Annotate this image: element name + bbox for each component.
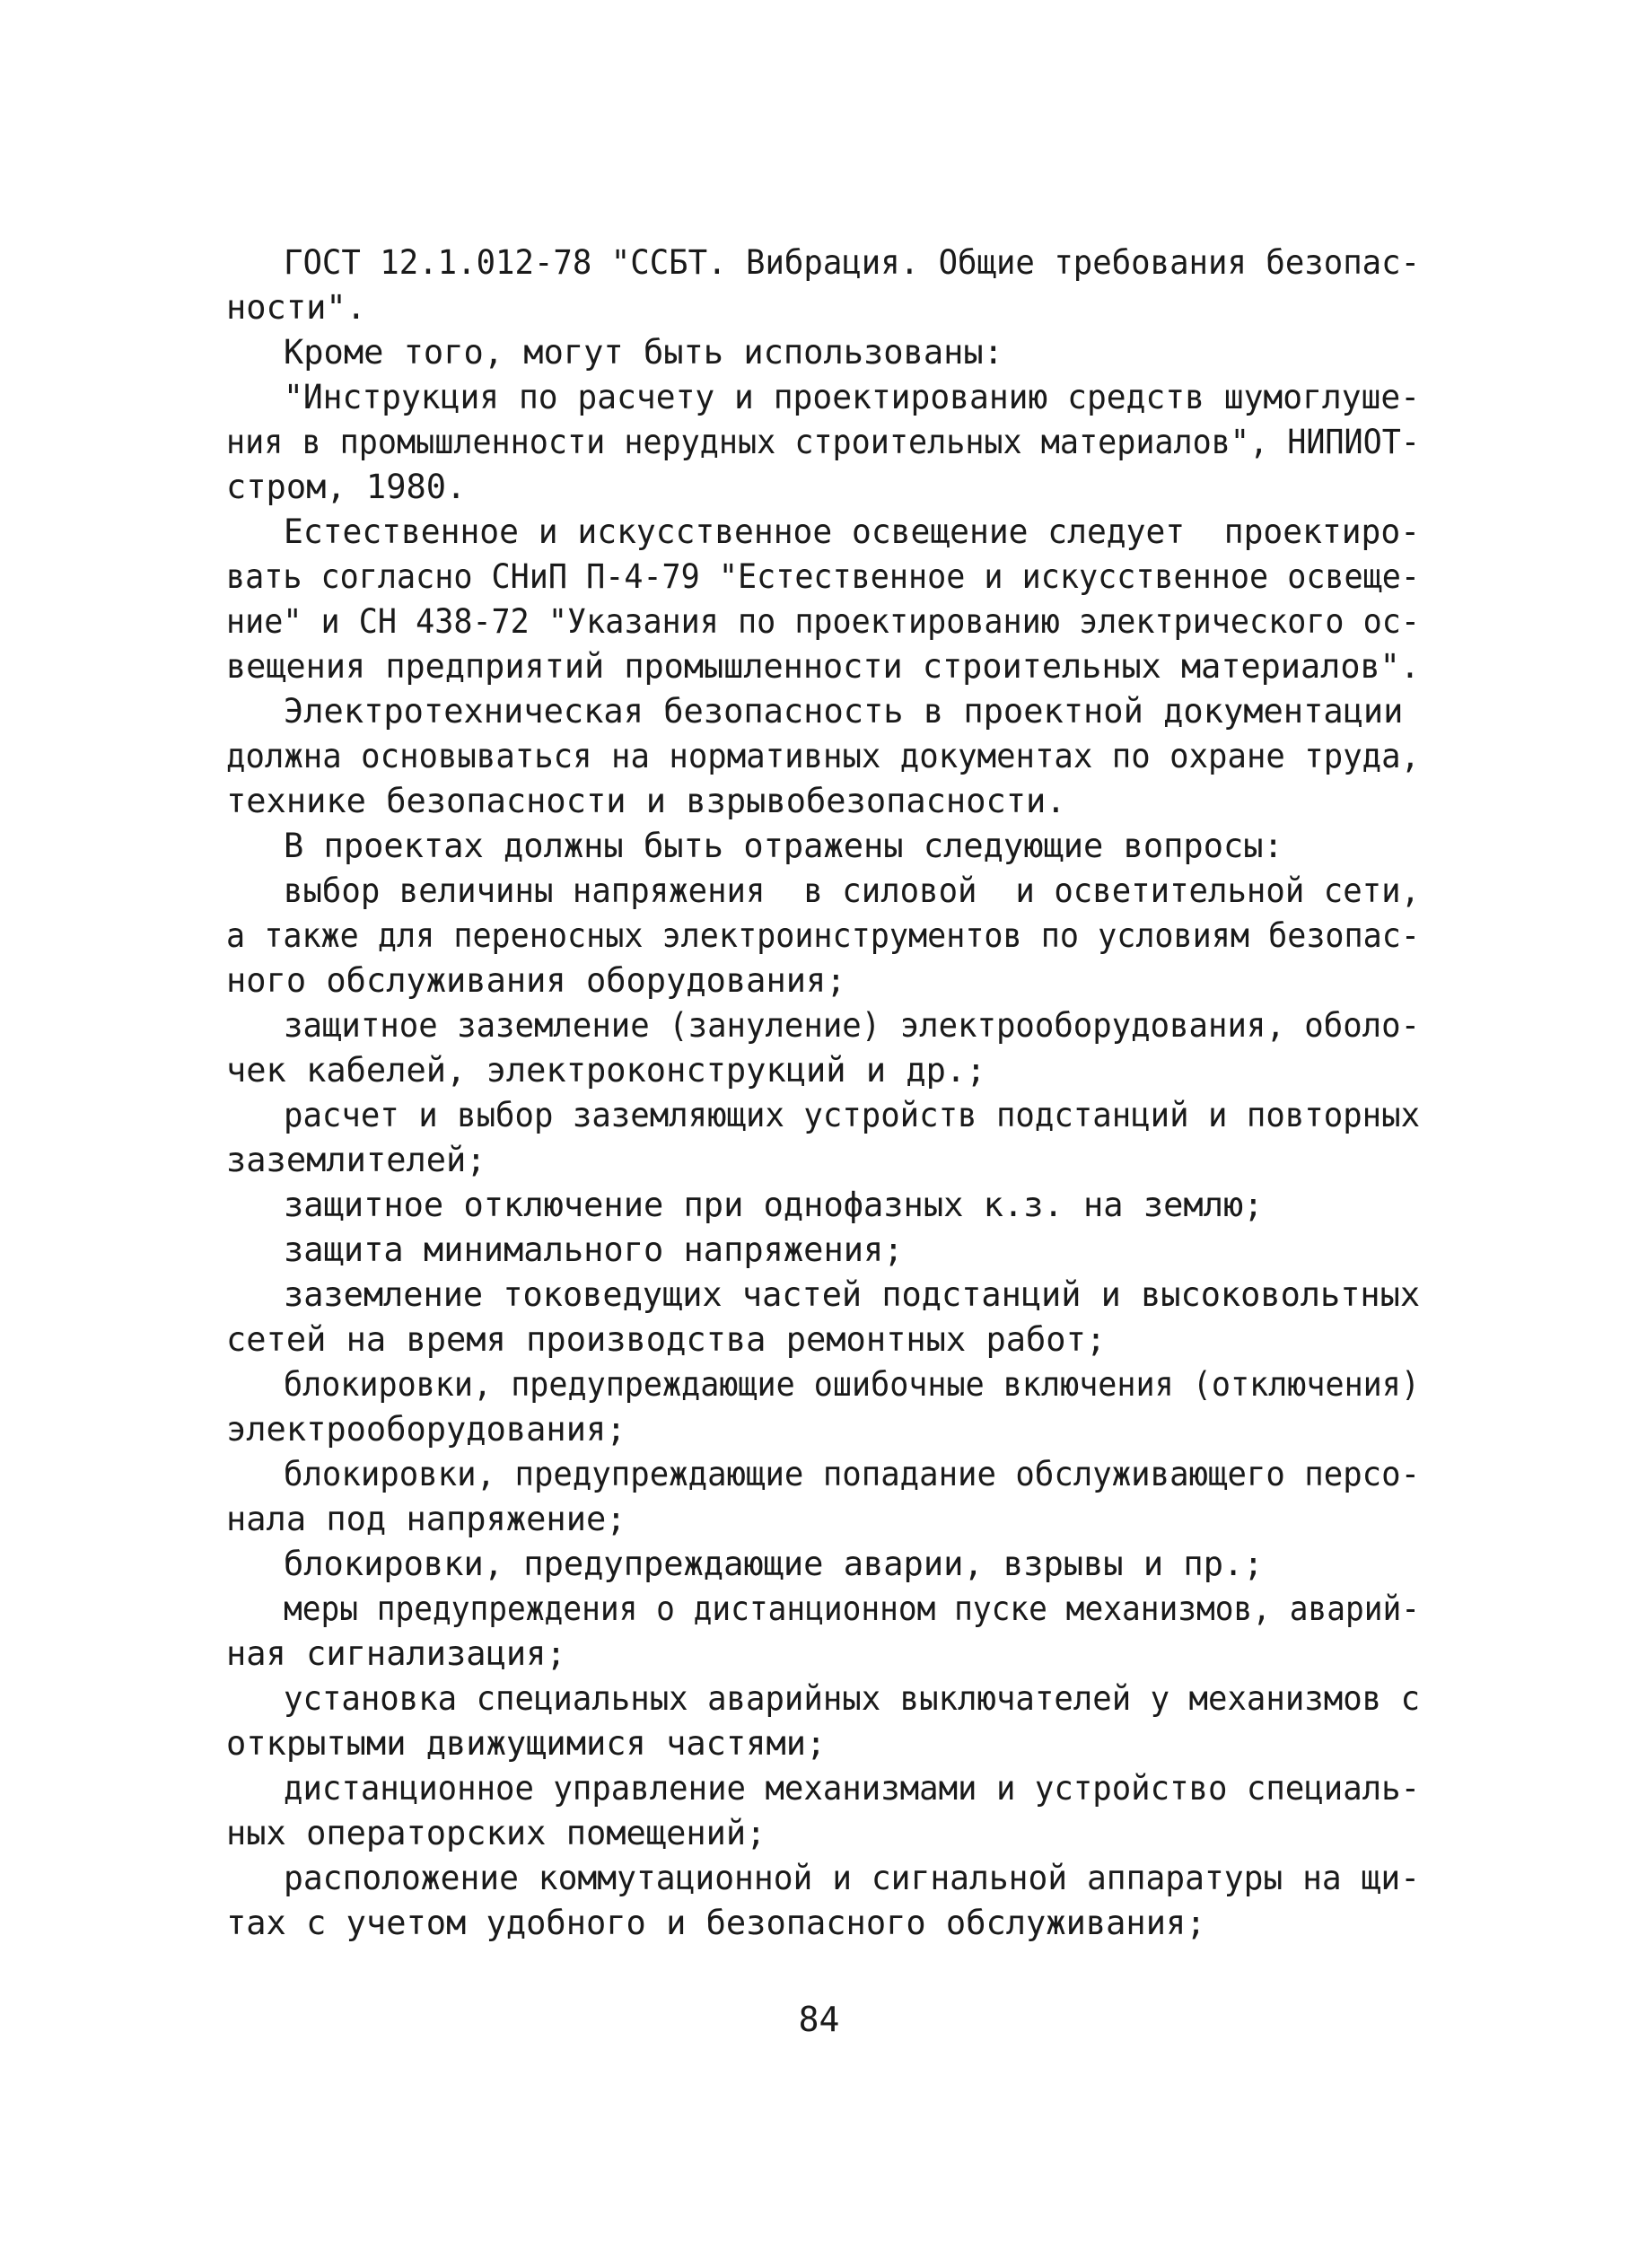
text-line: тах с учетом удобного и безопасного обслуживания; — [226, 1904, 1206, 1942]
text-line: чек кабелей, электроконструкций и др.; — [226, 1051, 986, 1090]
text-line: вещения предприятий промышленности строительных материалов". — [226, 647, 1421, 686]
text-line: ГОСТ 12.1.012-78 "ССБТ. Вибрация. Общие требования безопас- — [284, 243, 1421, 282]
text-line: блокировки, предупреждающие аварии, взрывы и пр.; — [284, 1545, 1264, 1583]
text-line: а также для переносных электроинструментов по условиям безопас- — [226, 916, 1420, 955]
text-line: дистанционное управление механизмами и устройство специаль- — [284, 1769, 1421, 1808]
text-line: блокировки, предупреждающие ошибочные включения (отключения) — [284, 1365, 1420, 1404]
text-line: стром, 1980. — [226, 468, 467, 506]
text-line: расположение коммутационной и сигнальной аппаратуры на щи- — [284, 1859, 1421, 1897]
body-text — [226, 241, 1420, 1946]
text-line: защитное заземление (зануление) электрооборудования, оболо- — [284, 1006, 1421, 1045]
text-line: должна основываться на нормативных документах по охране труда, — [226, 737, 1421, 775]
text-line: ния в промышленности нерудных строительных материалов", НИПИОТ- — [226, 423, 1420, 461]
text-line: "Инструкция по расчету и проектированию средств шумоглуше- — [284, 378, 1421, 416]
text-line: заземление токоведущих частей подстанций и высоковольтных — [284, 1275, 1421, 1314]
text-line: Электротехническая безопасность в проектной документации — [284, 692, 1404, 731]
text-line: ние" и СН 438-72 "Указания по проектированию электрического ос- — [226, 602, 1420, 641]
text-line: вать согласно СНиП П-4-79 "Естественное и искусственное освеще- — [226, 557, 1420, 596]
text-line: заземлителей; — [226, 1141, 486, 1179]
text-line: технике безопасности и взрывобезопасности. — [226, 782, 1066, 820]
text-line: ного обслуживания оборудования; — [226, 961, 846, 1000]
text-line: электрооборудования; — [226, 1410, 626, 1449]
text-line: ности". — [226, 288, 366, 327]
text-line: блокировки, предупреждающие попадание обслуживающего персо- — [284, 1455, 1421, 1493]
text-line: сетей на время производства ремонтных работ; — [226, 1320, 1107, 1359]
text-line: открытыми движущимися частями; — [226, 1724, 827, 1763]
text-line: Кроме того, могут быть использованы: — [284, 333, 1003, 372]
text-line: расчет и выбор заземляющих устройств подстанций и повторных — [284, 1096, 1421, 1134]
text-line: меры предупреждения о дистанционном пуске механизмов, аварий- — [284, 1589, 1421, 1628]
text-line: нала под напряжение; — [226, 1500, 626, 1538]
text-line: ных операторских помещений; — [226, 1814, 766, 1852]
text-line: выбор величины напряжения в силовой и осветительной сети, — [284, 871, 1421, 910]
text-line: защитное отключение при однофазных к.з. на землю; — [284, 1186, 1264, 1224]
page-number: 84 — [798, 2000, 840, 2039]
text-line: Естественное и искусственное освещение следует проектиро- — [284, 512, 1421, 551]
text-line: защита минимального напряжения; — [284, 1230, 904, 1269]
text-line: ная сигнализация; — [226, 1634, 566, 1673]
text-line: В проектах должны быть отражены следующие вопросы: — [284, 827, 1283, 865]
text-line: установка специальных аварийных выключателей у механизмов с — [284, 1679, 1421, 1718]
